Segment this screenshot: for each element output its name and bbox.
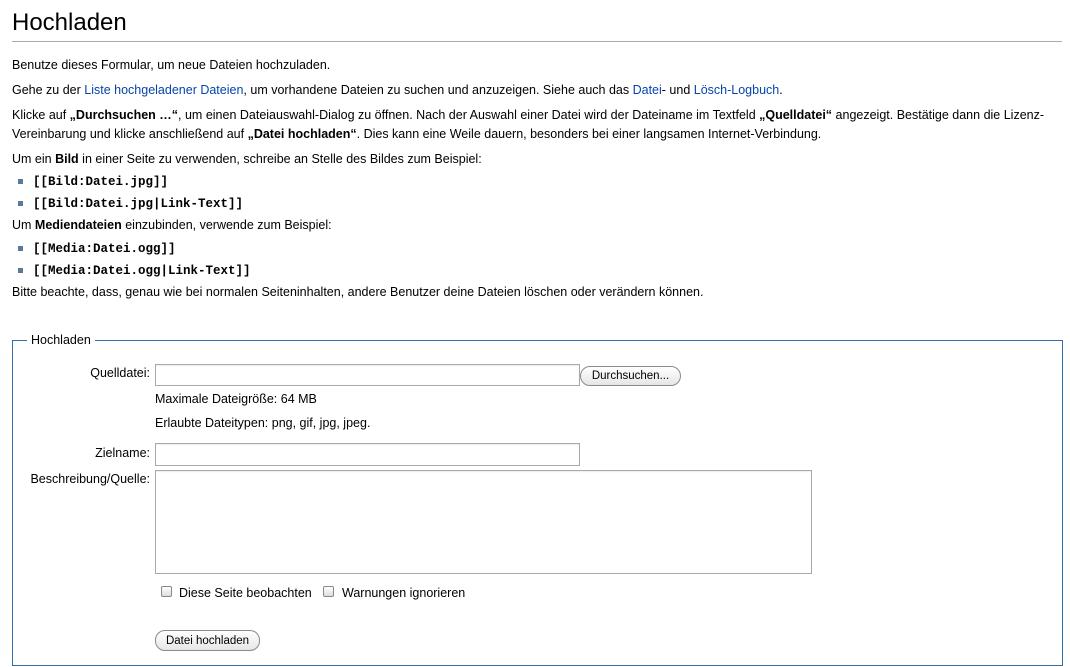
- code-example: [[Bild:Datei.jpg]]: [33, 175, 169, 189]
- text: einzubinden, verwende zum Beispiel:: [121, 218, 332, 232]
- text: angezeigt. Bestätige dann die Lizenz-Vereinbarung und klicke anschließend auf: [12, 108, 1045, 141]
- list-item: [12, 171, 1062, 193]
- ignore-warnings-label[interactable]: Warnungen ignorieren: [342, 586, 466, 600]
- uploaded-files-list-link[interactable]: Liste hochgeladener Dateien: [84, 83, 244, 97]
- media-examples-list: [12, 238, 1062, 282]
- description-label: Beschreibung/Quelle:: [30, 472, 150, 486]
- source-file-label: Quelldatei:: [90, 366, 150, 380]
- bold-text: „Datei hochladen“: [247, 127, 357, 141]
- bullet-icon: [18, 268, 23, 273]
- bullet-icon: [18, 179, 23, 184]
- text: Um: [12, 218, 35, 232]
- upload-form: [12, 333, 1063, 666]
- content: [12, 0, 1062, 303]
- file-log-link[interactable]: Datei: [632, 83, 662, 97]
- upload-file-button[interactable]: Datei hochladen: [155, 630, 260, 651]
- bold-text: Mediendateien: [34, 218, 122, 232]
- bullet-icon: [18, 201, 23, 206]
- text: , um einen Dateiauswahl-Dialog zu öffnen. Nach der Auswahl einer Datei wird der Dateiname im Textfeld: [178, 108, 760, 122]
- bold-text: „Durchsuchen …“: [69, 108, 179, 122]
- code-example: [[Media:Datei.ogg|Link-Text]]: [33, 264, 251, 278]
- list-link-paragraph: [12, 81, 1062, 100]
- allowed-file-types-text: Erlaubte Dateitypen: png, gif, jpg, jpeg.: [155, 416, 371, 430]
- instructions-paragraph: [12, 106, 1062, 144]
- list-item: [12, 193, 1062, 215]
- watch-page-checkbox[interactable]: [161, 586, 172, 597]
- browse-button[interactable]: Durchsuchen...: [580, 366, 681, 386]
- watch-page-label[interactable]: Diese Seite beobachten: [179, 586, 312, 600]
- page-title: Hochladen: [12, 0, 1062, 42]
- text: .: [779, 83, 783, 97]
- bullet-icon: [18, 246, 23, 251]
- source-file-input[interactable]: [155, 364, 580, 386]
- media-usage-paragraph: [12, 215, 1062, 236]
- intro-text: Benutze dieses Formular, um neue Dateien hochzuladen.: [12, 58, 331, 72]
- bold-text: „Quelldatei“: [759, 108, 833, 122]
- text: , um vorhandene Dateien zu suchen und anzuzeigen. Siehe auch das: [243, 83, 633, 97]
- text: in einer Seite zu verwenden, schreibe an Stelle des Bildes zum Beispiel:: [78, 152, 482, 166]
- upload-form-legend: Hochladen: [31, 333, 91, 347]
- warning-paragraph: Bitte beachte, dass, genau wie bei normalen Seiteninhalten, andere Benutzer deine Dateien löschen oder verändern können.: [12, 285, 704, 299]
- text: Gehe zu der: [12, 83, 85, 97]
- max-file-size-text: Maximale Dateigröße: 64 MB: [155, 392, 317, 406]
- image-usage-paragraph: [12, 150, 1062, 169]
- deletion-log-link[interactable]: Lösch-Logbuch: [693, 83, 780, 97]
- ignore-warnings-checkbox[interactable]: [323, 586, 334, 597]
- text: Um ein: [12, 152, 56, 166]
- list-item: [12, 238, 1062, 260]
- description-textarea[interactable]: [155, 470, 812, 574]
- code-example: [[Media:Datei.ogg]]: [33, 242, 176, 256]
- list-item: [12, 260, 1062, 282]
- target-name-input[interactable]: [155, 443, 580, 466]
- bold-text: Bild: [55, 152, 79, 166]
- code-example: [[Bild:Datei.jpg|Link-Text]]: [33, 197, 244, 211]
- target-name-label: Zielname:: [95, 446, 150, 460]
- text: Klicke auf: [12, 108, 70, 122]
- image-examples-list: [12, 171, 1062, 215]
- text: - und: [661, 83, 694, 97]
- text: . Dies kann eine Weile dauern, besonders bei einer langsamen Internet-Verbindung.: [356, 127, 822, 141]
